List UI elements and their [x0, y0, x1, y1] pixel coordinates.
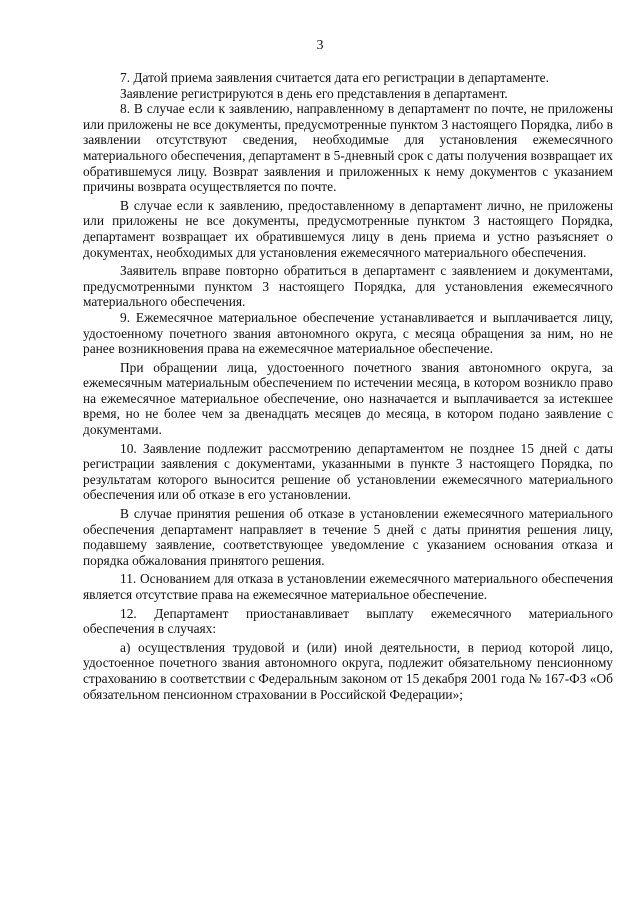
paragraph-return-in-person: В случае если к заявлению, предоставленному в департамент лично, не приложены или приложены не все документы, предусмотренные пунктом 3 настоящего Порядка, департамент возвращает их обратившемуся лицу в день приема и устно разъясняет о документах, необходимых для установления ежемесячного материального обеспечения.	[83, 197, 613, 260]
paragraph-7-date-of-receipt: 7. Датой приема заявления считается дата его регистрации в департаменте.	[120, 70, 549, 85]
paragraph-8-return-by-post: 8. В случае если к заявлению, направленному в департамент по почте, не приложены или приложены не все документы, предусмотренные пунктом 3 настоящего Порядка, либо в заявлении отсутствуют сведения, необходимые для установления ежемесячного материального обеспечения, департамент в 5-дневный срок с даты получения возвращает их обратившемуся лицу. Возврат заявления и приложенных к нему документов с указанием причины возврата осуществляется по почте.	[83, 101, 613, 195]
document-body	[83, 70, 613, 702]
paragraph-9-payment-start: 9. Ежемесячное материальное обеспечение устанавливается и выплачивается лицу, удостоенному почетного звания автономного округа, с месяца обращения за ним, но не ранее возникновения права на ежемесячное материальное обеспечение.	[83, 309, 613, 357]
paragraph-refusal-notice: В случае принятия решения об отказе в установлении ежемесячного материального обеспечения департамент направляет в течение 5 дней с даты принятия решения лицу, подавшему заявление, соответствующее уведомление с указанием основания отказа и порядка обжалования принятого решения.	[83, 506, 613, 568]
paragraph-11-grounds-for-refusal: 11. Основанием для отказа в установлении ежемесячного материального обеспечения является отсутствие права на ежемесячное материальное обеспечение.	[83, 571, 613, 602]
paragraph-repeat-application: Заявитель вправе повторно обратиться в департамент с заявлением и документами, предусмотренными пунктом 3 настоящего Порядка, для установления ежемесячного материального обеспечения.	[83, 263, 613, 310]
page-number: 3	[316, 38, 324, 53]
paragraph-late-application: При обращении лица, удостоенного почетного звания автономного округа, за ежемесячным материальным обеспечением по истечении месяца, в котором возникло право на ежемесячное материальное обеспечение, оно назначается и выплачивается за истекшее время, но не более чем за двенадцать месяцев до месяца, в котором подано заявление с документами.	[83, 359, 613, 438]
paragraph-registration-day: Заявление регистрируются в день его представления в департамент.	[120, 85, 508, 101]
paragraph-10-review-period: 10. Заявление подлежит рассмотрению департаментом не позднее 15 дней с даты регистрации заявления с документами, указанными в пункте 3 настоящего Порядка, по результатам которого выносится решение об установлении ежемесячного материального обеспечения или об отказе в его установлении.	[83, 440, 613, 503]
paragraph-12-suspension: 12. Департамент приостанавливает выплату ежемесячного материального обеспечения в случаях:	[83, 605, 613, 637]
paragraph-12a-employment: а) осуществления трудовой и (или) иной деятельности, в период которой лицо, удостоенное почетного звания автономного округа, подлежит обязательному пенсионному страхованию в соответствии с Федеральным законом от 15 декабря 2001 года № 167-ФЗ «Об обязательном пенсионном страховании в Российской Федерации»;	[83, 639, 613, 702]
